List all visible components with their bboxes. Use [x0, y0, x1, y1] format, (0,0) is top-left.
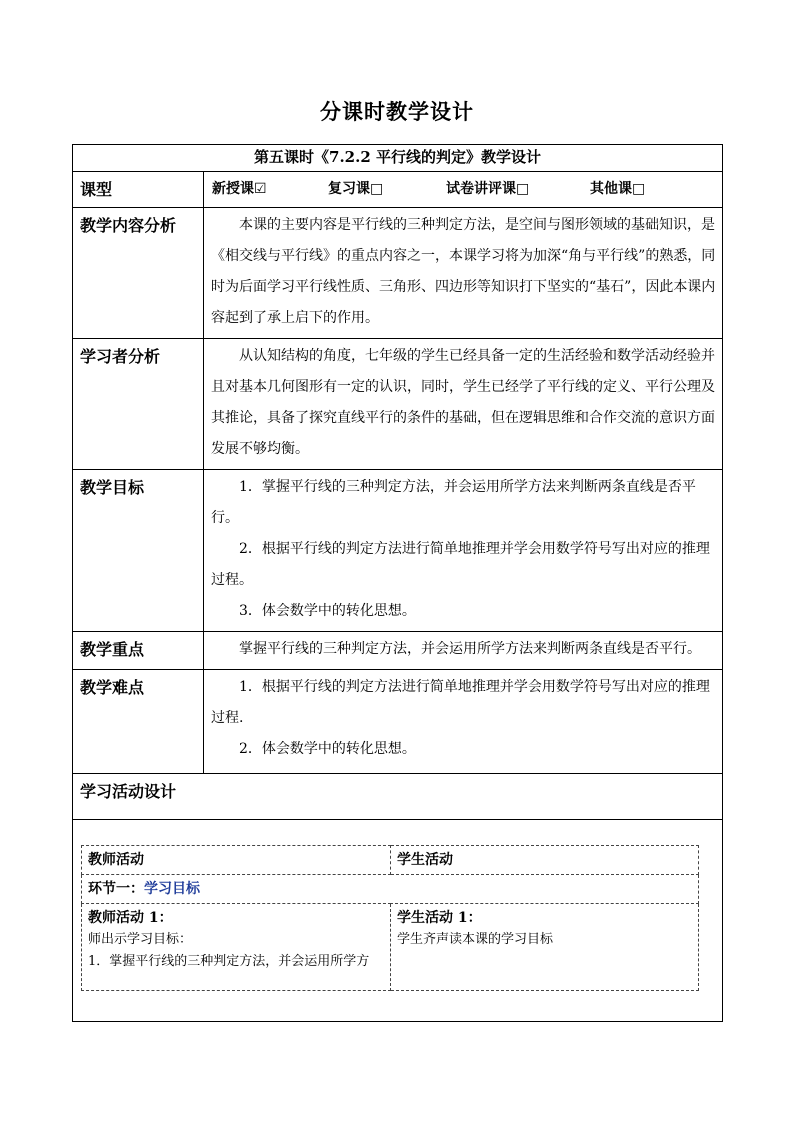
step-row [82, 875, 699, 904]
student-activity-line: 学生齐声读本课的学习目标 [397, 932, 554, 947]
student-activity-header: 学生活动 [391, 846, 699, 875]
option-review-lesson[interactable] [328, 178, 383, 198]
step-name: 学习目标 [144, 881, 200, 897]
teaching-difficulties [204, 670, 723, 774]
checked-box-icon[interactable]: ☑ [254, 181, 267, 197]
section-label: 教学内容分析 [73, 208, 204, 339]
empty-box-icon[interactable]: □ [516, 181, 530, 197]
section-label: 教学重点 [73, 632, 204, 670]
paragraph: 2．根据平行线的判定方法进行简单地推理并学会用数学符号写出对应的推理过程。 [211, 541, 710, 588]
teaching-objectives [204, 470, 723, 632]
section-label: 教学目标 [73, 470, 204, 632]
lesson-title: 第五课时《7.2.2 平行线的判定》教学设计 [73, 145, 723, 172]
section-label: 学习者分析 [73, 339, 204, 470]
teacher-activity-title: 教师活动 1： [88, 910, 173, 926]
student-activity-title: 学生活动 1： [397, 910, 482, 926]
teacher-activity-line: 师出示学习目标： [88, 932, 193, 947]
paragraph: 本课的主要内容是平行线的三种判定方法，是空间与图形领域的基础知识，是《相交线与平行线》的重点内容之一，本课学习将为加深“角与平行线”的熟悉，同时为后面学习平行线性质、三角形、四边形等知识打下坚实的“基石”，因此本课内容起到了承上启下的作用。 [211, 217, 716, 326]
paragraph: 从认知结构的角度，七年级的学生已经具备一定的生活经验和数学活动经验并且对基本几何图形有一定的认识，同时，学生已经学了平行线的定义、平行公理及其推论，具备了探究直线平行的条件的基础，但在逻辑思维和合作交流的意识方面发展不够均衡。 [211, 348, 715, 457]
option-label: 新授课 [212, 181, 254, 197]
page-title: 分课时教学设计 [320, 99, 474, 124]
course-type-options [204, 172, 723, 208]
paragraph: 2．体会数学中的转化思想。 [239, 741, 416, 757]
option-label: 复习课 [328, 181, 370, 197]
option-label: 试卷讲评课 [446, 181, 516, 197]
teacher-activity-line: 1．掌握平行线的三种判定方法，并会运用所学方 [88, 954, 370, 969]
paragraph: 1．掌握平行线的三种判定方法，并会运用所学方法来判断两条直线是否平行。 [211, 479, 696, 526]
content-analysis [204, 208, 723, 339]
empty-box-icon[interactable]: □ [370, 181, 384, 197]
paragraph: 1．根据平行线的判定方法进行简单地推理并学会用数学符号写出对应的推理过程. [211, 679, 710, 726]
option-new-lesson[interactable] [212, 178, 267, 198]
teaching-key-points [204, 632, 723, 670]
paragraph: 3．体会数学中的转化思想。 [239, 603, 416, 619]
student-activity-cell [391, 904, 699, 991]
option-label: 其他课 [590, 181, 632, 197]
section-label: 教学难点 [73, 670, 204, 774]
activity-design-title: 学习活动设计 [73, 774, 723, 820]
teacher-activity-cell [82, 904, 391, 991]
course-type-label: 课型 [73, 172, 204, 208]
activity-design-body [73, 820, 723, 1022]
empty-box-icon[interactable]: □ [632, 181, 646, 197]
option-other-lesson[interactable] [590, 178, 645, 198]
option-exam-review-lesson[interactable] [446, 178, 529, 198]
teacher-activity-header: 教师活动 [82, 846, 391, 875]
activity-table [81, 845, 699, 991]
lesson-design-table [72, 144, 723, 1022]
step-label: 环节一： [88, 881, 144, 897]
learner-analysis [204, 339, 723, 470]
paragraph: 掌握平行线的三种判定方法，并会运用所学方法来判断两条直线是否平行。 [239, 641, 701, 657]
